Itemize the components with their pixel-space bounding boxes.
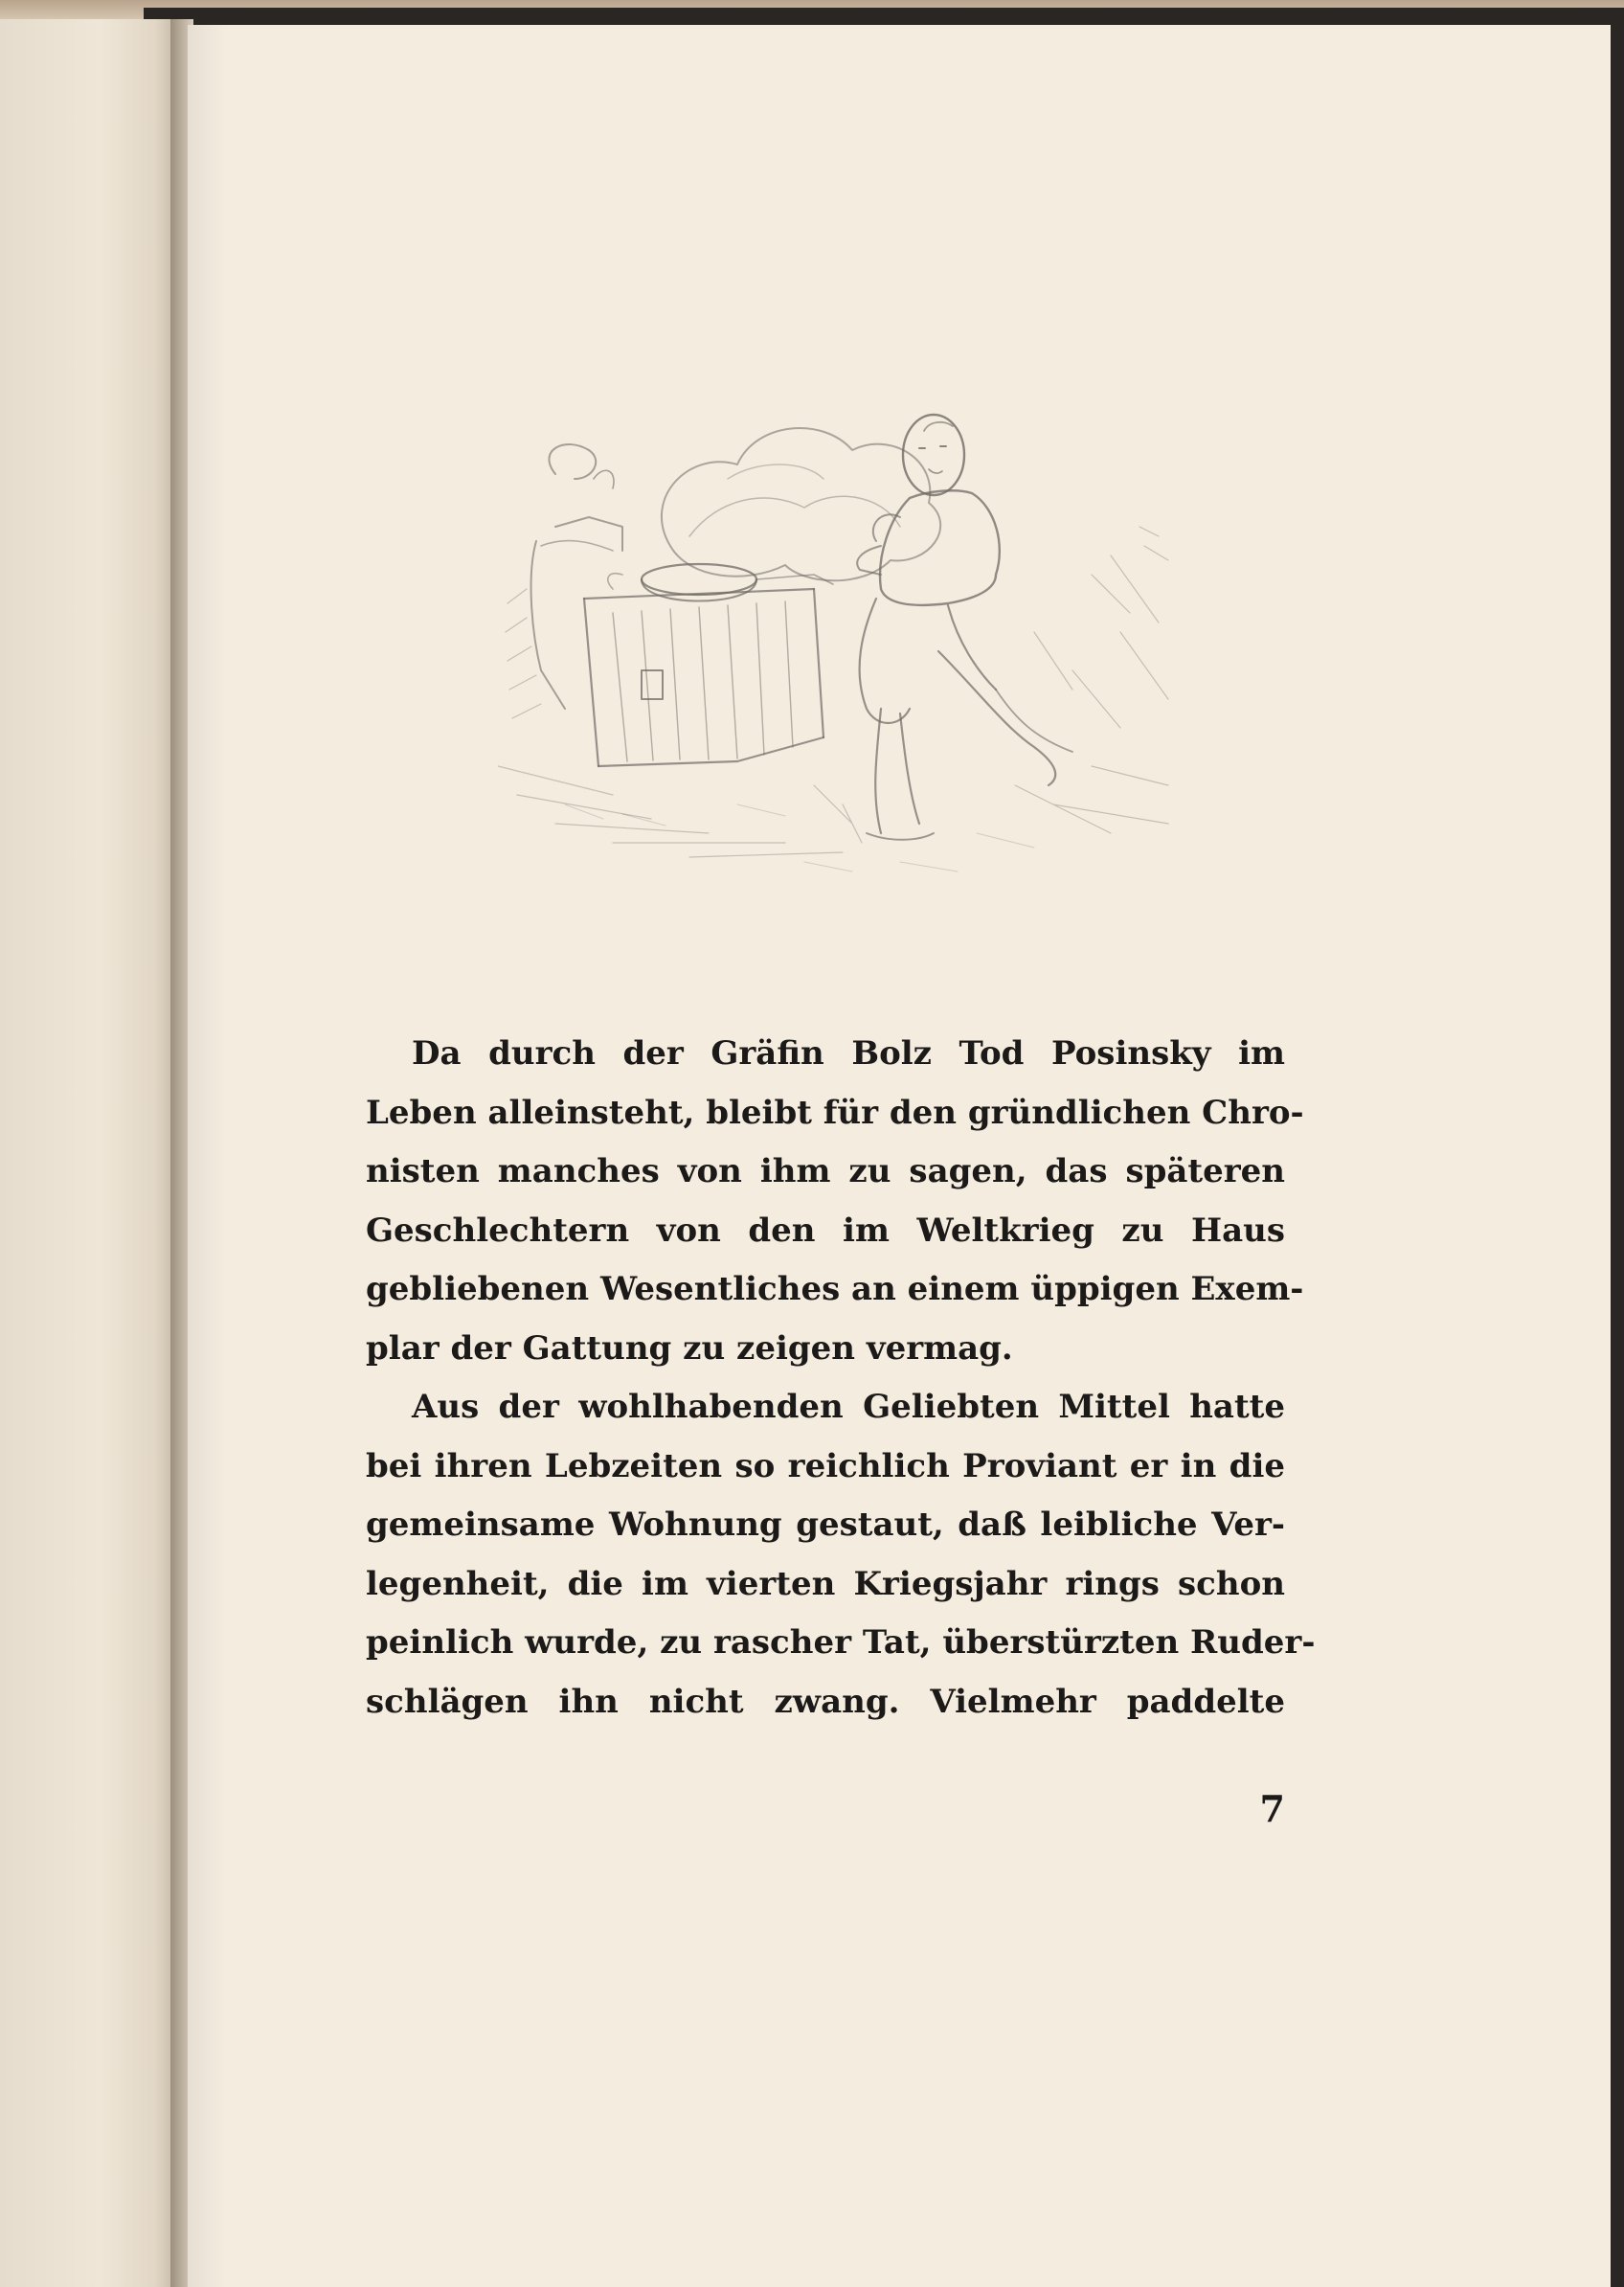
text-line: Leben alleinsteht, bleibt für den gründlichen Chro-	[366, 1093, 1304, 1132]
text-line: Da durch der Gräfin Bolz Tod Posinsky im	[412, 1034, 1285, 1073]
paragraph-1	[366, 1025, 1304, 1378]
paragraph-2	[366, 1378, 1316, 1732]
text-line: Geschlechtern von den im Weltkrieg zu Haus	[366, 1211, 1285, 1250]
text-line: legenheit, die im vierten Kriegsjahr rings schon	[366, 1564, 1285, 1603]
page-number: 7	[1259, 1787, 1285, 1830]
text-line: Aus der wohlhabenden Geliebten Mittel hatte	[412, 1388, 1285, 1426]
illustration	[498, 383, 1187, 958]
text-line: bei ihren Lebzeiten so reichlich Proviant er in die	[366, 1446, 1285, 1485]
text-line: plar der Gattung zu zeigen vermag.	[366, 1328, 1013, 1368]
text-line: schlägen ihn nicht zwang. Vielmehr paddelte	[366, 1682, 1285, 1721]
body-text	[366, 1025, 1316, 1732]
text-line: peinlich wurde, zu rascher Tat, überstürzten Ruder-	[366, 1623, 1316, 1662]
text-line: gebliebenen Wesentliches an einem üppigen Exem-	[366, 1270, 1304, 1308]
illustration-sketch	[498, 383, 1187, 958]
left-page-edge	[0, 19, 182, 2287]
text-line: nisten manches von ihm zu sagen, das späteren	[366, 1152, 1285, 1190]
text-line: gemeinsame Wohnung gestaut, daß leibliche Ver-	[366, 1506, 1285, 1544]
